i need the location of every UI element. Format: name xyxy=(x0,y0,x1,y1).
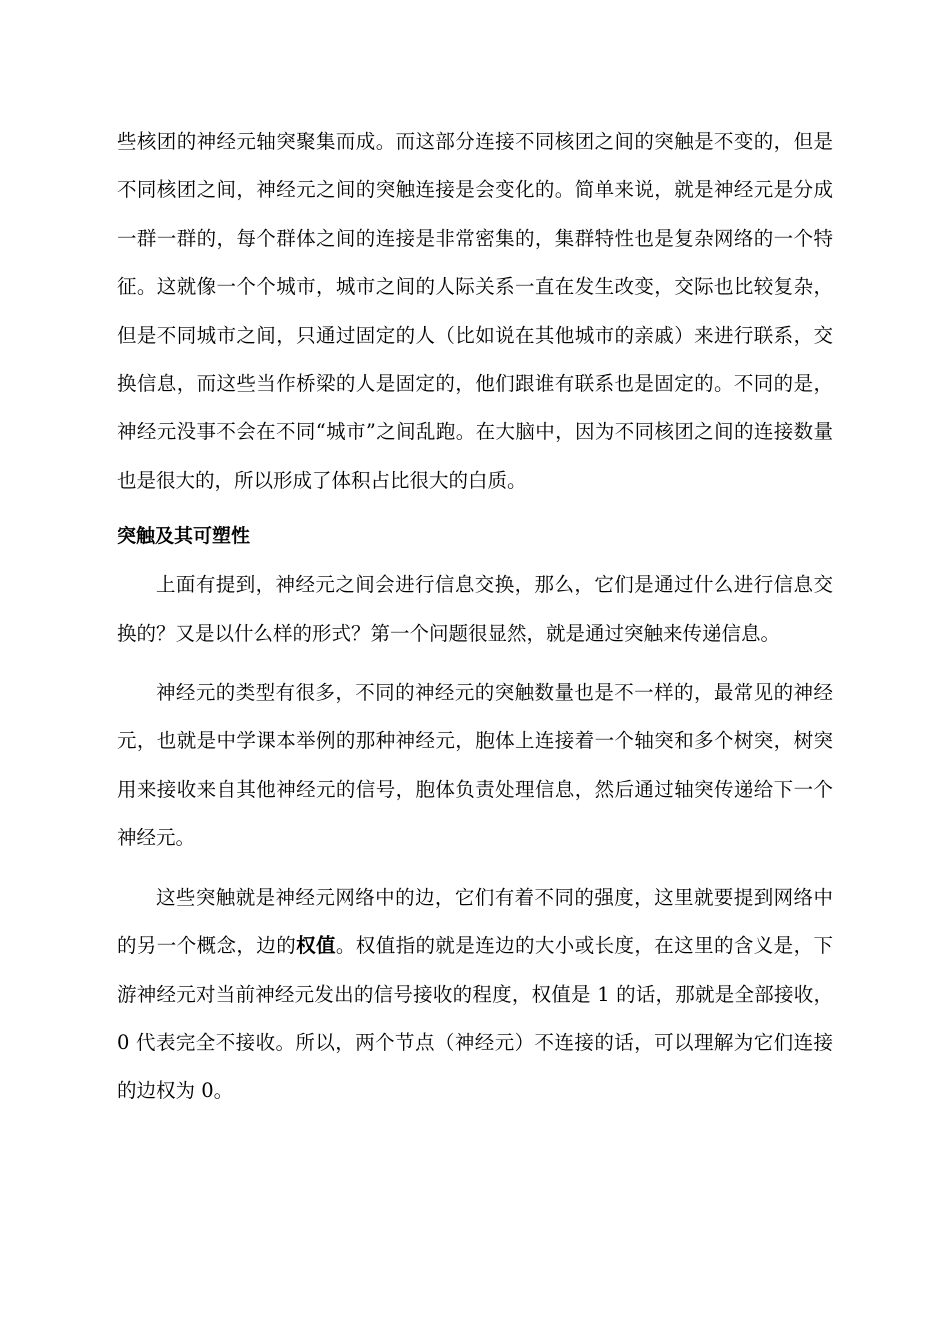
paragraph-edge-weight xyxy=(117,874,833,1116)
section-heading: 突触及其可塑性 xyxy=(117,525,251,548)
paragraph-edge-weight-text-start: 这些突触就是神经元网络中的边，它们有着不同的强度，这里就要提到网络中的另一个概念，边的 xyxy=(117,885,833,958)
document-body xyxy=(117,118,833,1116)
paragraph-core-clusters: 些核团的神经元轴突聚集而成。而这部分连接不同核团之间的突触是不变的，但是不同核团之间，神经元之间的突触连接是会变化的。简单来说，就是神经元是分成一群一群的，每个群体之间的连接是非常密集的，集群特性也是复杂网络的一个特征。这就像一个个城市，城市之间的人际关系一直在发生改变，交际也比较复杂，但是不同城市之间，只通过固定的人（比如说在其他城市的亲戚）来进行联系，交换信息，而这些当作桥梁的人是固定的，他们跟谁有联系也是固定的。不同的是，神经元没事不会在不同“城市”之间乱跑。在大脑中，因为不同核团之间的连接数量也是很大的，所以形成了体积占比很大的白质。 xyxy=(117,130,833,492)
bold-term-weight: 权值 xyxy=(296,934,336,958)
paragraph-edge-weight-text-end: 。权值指的就是连边的大小或长度，在这里的含义是，下游神经元对当前神经元发出的信号接收的程度，权值是 1 的话，那就是全部接收，0 代表完全不接收。所以，两个节点（神经元）不连接的话，可以理解为它们连接的边权为 0。 xyxy=(117,934,833,1103)
paragraph-synapse-intro: 上面有提到，神经元之间会进行信息交换，那么，它们是通过什么进行信息交换的？又是以什么样的形式？第一个问题很显然，就是通过突触来传递信息。 xyxy=(117,573,833,645)
paragraph-neuron-types: 神经元的类型有很多，不同的神经元的突触数量也是不一样的，最常见的神经元，也就是中学课本举例的那种神经元，胞体上连接着一个轴突和多个树突，树突用来接收来自其他神经元的信号，胞体负责处理信息，然后通过轴突传递给下一个神经元。 xyxy=(117,681,833,850)
